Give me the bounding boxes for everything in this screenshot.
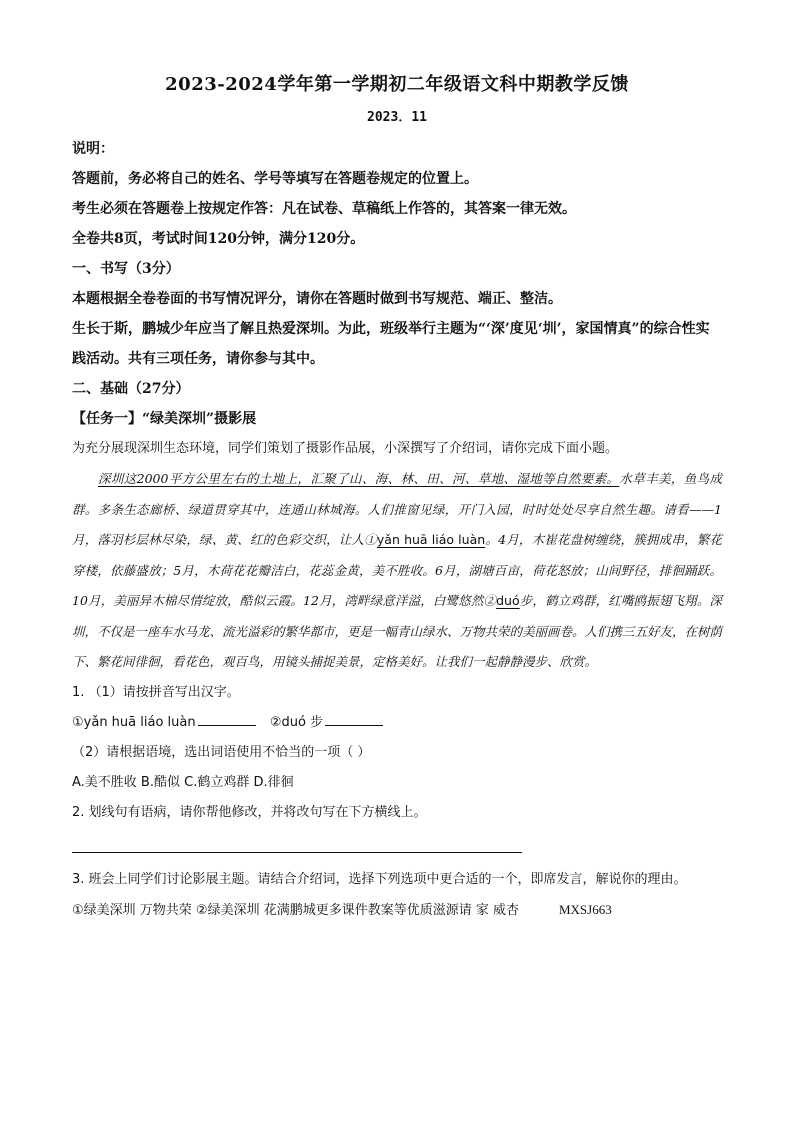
instructions-label: 说明： (72, 141, 114, 157)
answer-line[interactable] (72, 832, 522, 853)
question-1-sub-2: （2）请根据语境，选出词语使用不恰当的一项（ ） (72, 744, 371, 760)
question-1-items (72, 708, 722, 738)
passage-text: 水草丰美，鱼鸟成群。多条生态廊桥、绿道贯穿其中，连通山林城海。人们推窗见绿，开门入园，时时处处尽享自然生趣。请看——1月，落羽杉层林尽染，绿、黄、红的色彩交织，让人① (72, 471, 722, 547)
section-heading-writing: 一、书写（3分） (72, 261, 180, 277)
question-3-options (72, 895, 722, 926)
pinyin-blank-1: yǎn huā liáo luàn (376, 532, 486, 547)
pinyin-blank-2: duó (496, 593, 520, 608)
document-date: 2023．11 (367, 110, 427, 125)
question-3: 3. 班会上同学们讨论影展主题。请结合介绍词，选择下列选项中更合适的一个，即席发言，解说你的理由。 (72, 871, 687, 887)
answer-blank-2[interactable] (325, 711, 383, 726)
question-3-options-text: ①绿美深圳 万物共荣 ②绿美深圳 花满鹏城更多课件教案等优质滋源请 家 威杏 (72, 902, 519, 918)
instruction-line: 答题前，务必将自己的姓名、学号等填写在答题卷规定的位置上。 (72, 171, 478, 187)
passage-text: 。4月，木崔花盘树缠绕，簇拥成串，繁花穿楼，依藤盛放；5月，木荷花花瓣洁白，花蕊金黄，美不胜收。6月，湖塘百亩，荷花怒放；山间野径，排徊踊跃。10月，美丽异木棉尽情绽放，酷似云霞。12月，湾畔绿意洋溢，白鹭悠然② (72, 532, 722, 608)
question-2: 2. 划线句有语病，请你帮他修改，并将改句写在下方横线上。 (72, 804, 427, 820)
instruction-line: 考生必须在答题卷上按规定作答：凡在试卷、草稿纸上作答的，其答案一律无效。 (72, 201, 576, 217)
underlined-sentence: 深圳这2000平方公里左右的土地上，汇聚了山、海、林、田、河、草地、湿地等自然要素。 (98, 471, 620, 486)
document-title: 2023-2024学年第一学期初二年级语文科中期教学反馈 (165, 74, 629, 95)
section-heading-basics: 二、基础（27分） (72, 381, 190, 397)
question-1-item-1: ①yǎn huā liáo luàn (72, 714, 196, 730)
passage-text: 步，鹤立鸡群，红嘴鸥振翅飞翔。深圳，不仅是一座车水马龙、流光溢彩的繁华都市，更是一幅青山绿水、万物共荣的美丽画卷。人们携三五好友，在树荫下、繁花间徘徊，看花色，观百鸟，用镜头捕捉美景，定格美好。让我们一起静静漫步、欣赏。 (72, 593, 723, 669)
task-one-heading: 【任务一】“绿美深圳”摄影展 (72, 411, 257, 427)
watermark-code: MXSJ663 (558, 901, 612, 917)
reading-passage (72, 464, 722, 678)
question-1-item-2: ②duó 步 (269, 714, 324, 730)
question-1-label: 1. （1）请按拼音写出汉字。 (72, 684, 240, 700)
answer-blank-1[interactable] (198, 711, 256, 726)
instruction-line: 全卷共8页，考试时间120分钟，满分120分。 (72, 231, 365, 247)
section-writing-text: 本题根据全卷卷面的书写情况评分，请你在答题时做到书写规范、端正、整洁。 (72, 291, 562, 307)
question-1-options: A.美不胜收 B.酷似 C.鹤立鸡群 D.徘徊 (72, 774, 294, 790)
task-one-intro: 为充分展现深圳生态环境，同学们策划了摄影作品展，小深撰写了介绍词，请你完成下面小题。 (72, 441, 619, 456)
activity-intro: 生长于斯，鹏城少年应当了解且热爱深圳。为此，班级举行主题为“‘深’度见‘圳’，家国情真”的综合性实践活动。共有三项任务，请你参与其中。 (72, 321, 710, 367)
document-page (72, 72, 722, 926)
